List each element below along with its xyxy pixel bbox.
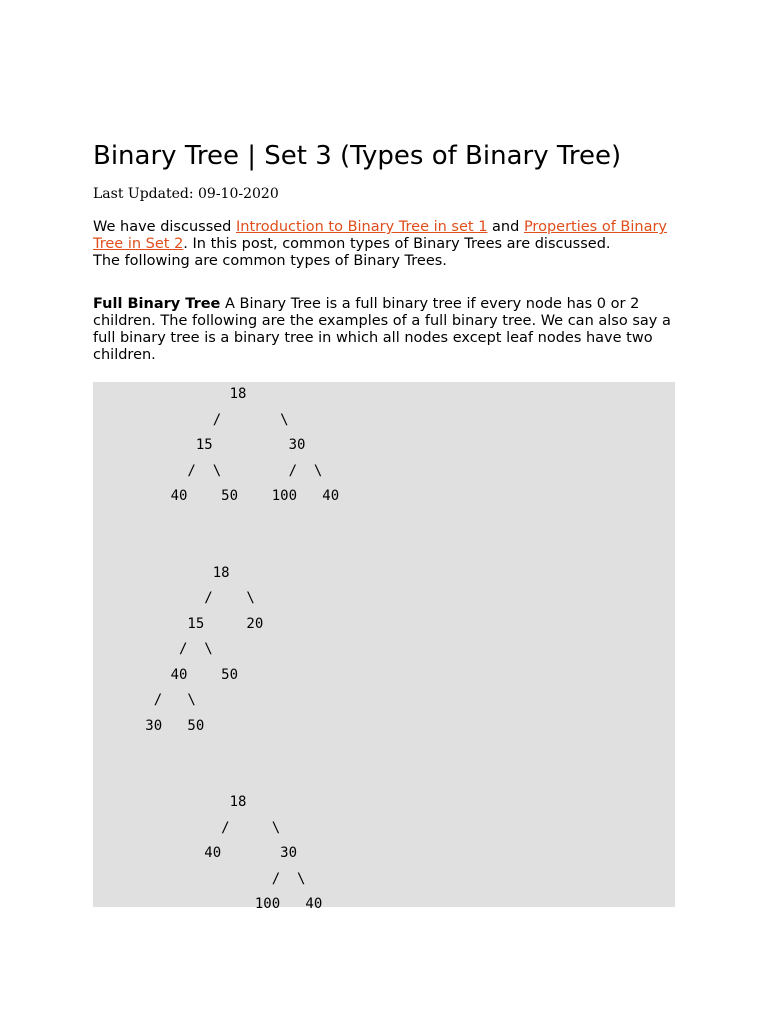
intro-text-1: We have discussed <box>93 219 236 235</box>
set1-link[interactable]: Introduction to Binary Tree in set 1 <box>236 219 488 235</box>
tree-examples: 18 / \ 15 30 / \ / \ 40 50 100 40 18 / \ 15 20 / \ 40 50 / \ 30 50 18 / \ 40 30 / \ 100 40 <box>145 386 340 912</box>
intro-paragraph <box>93 219 675 270</box>
intro-line-2: The following are common types of Binary Trees. <box>93 253 447 269</box>
full-binary-heading: Full Binary Tree <box>93 296 221 312</box>
set2-link[interactable]: Properties of Binary Tree in Set 2 <box>93 219 668 252</box>
intro-text-2: and <box>487 219 524 235</box>
intro-text-3: . In this post, common types of Binary Trees are discussed. <box>183 236 611 252</box>
full-binary-paragraph <box>93 296 675 364</box>
page-title: Binary Tree | Set 3 (Types of Binary Tree) <box>93 141 622 171</box>
code-block <box>93 382 675 912</box>
full-binary-text: A Binary Tree is a full binary tree if every node has 0 or 2 children. The following are the examples of a full binary tree. We can also say a full binary tree is a binary tree in which all nodes except leaf nodes have two children. <box>93 296 671 363</box>
last-updated: Last Updated: 09-10-2020 <box>93 186 279 202</box>
